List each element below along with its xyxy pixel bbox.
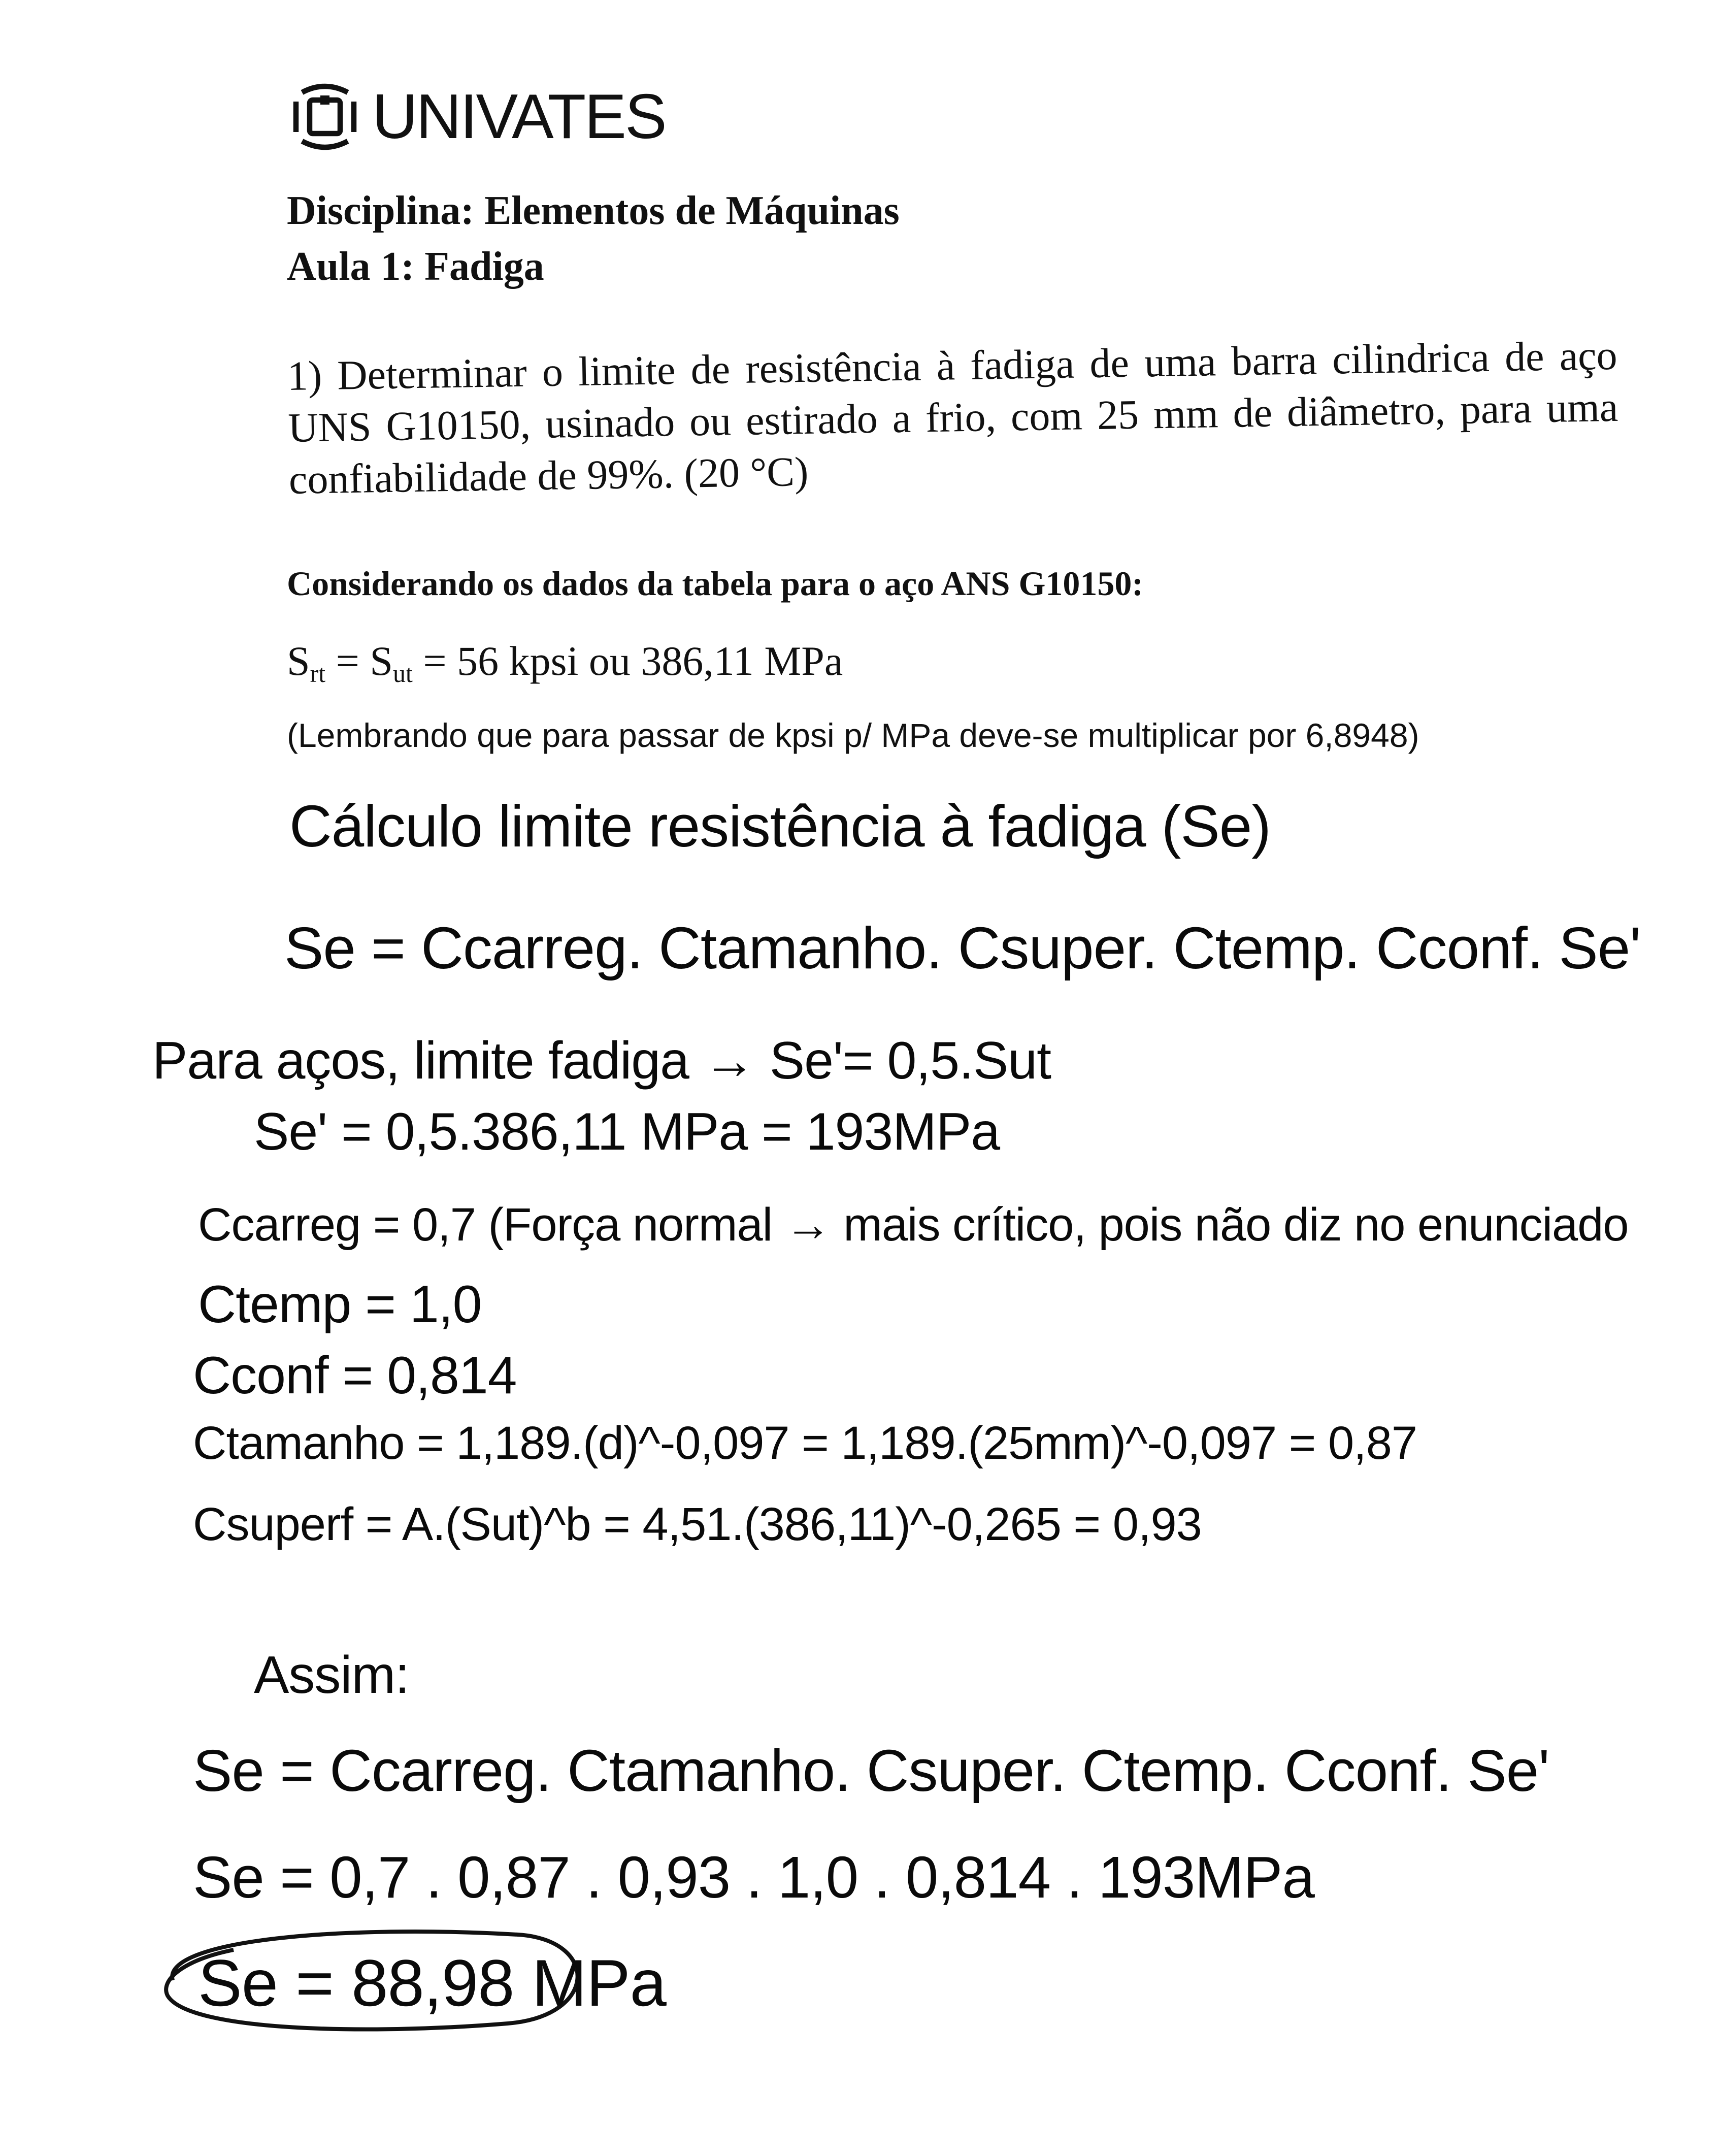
conversion-note: (Lembrando que para passar de kpsi p/ MPa deve-se multiplicar por 6,8948) [287, 716, 1419, 754]
question-text: 1) Determinar o limite de resistência à fadiga de uma barra cilindrica de aço UNS G10150, usinado ou estirado a frio, com 25 mm de diâmetro, para uma confiabilidade de 99%. (20 °C) [287, 332, 1618, 503]
handwritten-final-result: Se = 88,98 MPa [198, 1946, 666, 2020]
handwritten-assim: Assim: [254, 1646, 409, 1705]
formula-value: = 56 kpsi ou 386,11 MPa [412, 638, 843, 684]
handwritten-ccarreg: Ccarreg = 0,7 (Força normal → mais crítico, pois não diz no enunciado [198, 1199, 1629, 1251]
handwritten-steel-limit: Para aços, limite fadiga → Se'= 0,5.Sut [152, 1031, 1051, 1090]
univates-logo-mark-icon [287, 79, 363, 155]
handwritten-csuperf: Csuperf = A.(Sut)^b = 4,51.(386,11)^-0,265 = 0,93 [193, 1498, 1202, 1550]
strength-formula [287, 637, 843, 688]
formula-sub-rt: rt [310, 659, 326, 688]
formula-eq-s-ut: = S [325, 638, 393, 684]
handwritten-ctemp: Ctemp = 1,0 [198, 1275, 482, 1334]
handwritten-se-substitution: Se = 0,7 . 0,87 . 0,93 . 1,0 . 0,814 . 193MPa [193, 1844, 1314, 1910]
handwritten-section-title: Cálculo limite resistência à fadiga (Se) [289, 793, 1271, 859]
handwritten-ctamanho: Ctamanho = 1,189.(d)^-0,097 = 1,189.(25mm)^-0,097 = 0,87 [193, 1417, 1417, 1469]
formula-sub-ut: ut [393, 659, 413, 688]
discipline-heading: Disciplina: Elementos de Máquinas [287, 188, 900, 233]
handwritten-se-prime-value: Se' = 0,5.386,11 MPa = 193MPa [254, 1102, 1000, 1161]
given-heading: Considerando os dados da tabela para o aço ANS G10150: [287, 564, 1144, 603]
handwritten-se-equation: Se = Ccarreg. Ctamanho. Csuper. Ctemp. Cconf. Se' [284, 915, 1641, 981]
logo-text: UNIVATES [372, 82, 666, 152]
lesson-heading: Aula 1: Fadiga [287, 244, 544, 289]
univates-logo [287, 76, 666, 157]
handwritten-cconf: Cconf = 0,814 [193, 1346, 517, 1405]
formula-s-rt: S [287, 638, 310, 684]
handwritten-se-equation-repeat: Se = Ccarreg. Ctamanho. Csuper. Ctemp. Cconf. Se' [193, 1738, 1549, 1804]
